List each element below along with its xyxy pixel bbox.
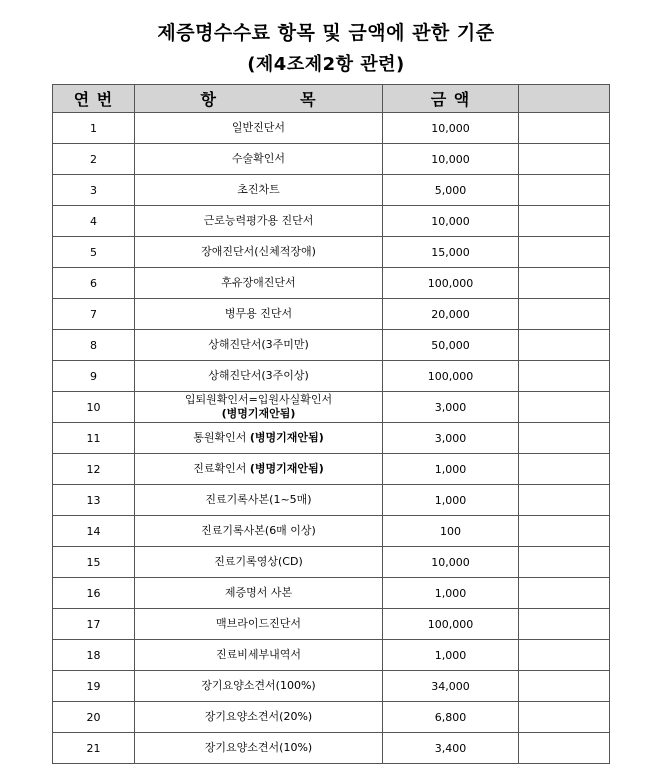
- row-serial-number: 14: [53, 516, 135, 547]
- row-amount: 3,000: [383, 392, 519, 423]
- table-row: [53, 175, 610, 206]
- row-item-name: 진료확인서: [193, 462, 247, 475]
- table-row: [53, 516, 610, 547]
- row-serial-number: 4: [53, 206, 135, 237]
- table-row: [53, 454, 610, 485]
- row-item-name: 일반진단서: [231, 121, 286, 134]
- row-amount: 10,000: [383, 113, 519, 144]
- row-amount: 100,000: [383, 609, 519, 640]
- row-amount: 1,000: [383, 454, 519, 485]
- row-item: [135, 113, 383, 144]
- header-item-char-2: 목: [300, 90, 317, 109]
- table-row: [53, 206, 610, 237]
- row-item-name: 상해진단서(3주이상): [208, 369, 309, 382]
- row-item: [135, 175, 383, 206]
- row-serial-number: 1: [53, 113, 135, 144]
- row-item-note: (병명기재안됨): [221, 407, 296, 420]
- row-serial-number: 15: [53, 547, 135, 578]
- row-blank: [519, 361, 610, 392]
- row-serial-number: 19: [53, 671, 135, 702]
- row-blank: [519, 640, 610, 671]
- row-item: [135, 330, 383, 361]
- row-item: [135, 299, 383, 330]
- row-item: [135, 144, 383, 175]
- row-item-note: (병명기재안됨): [249, 462, 324, 475]
- table-row: [53, 330, 610, 361]
- table-row: [53, 578, 610, 609]
- row-serial-number: 2: [53, 144, 135, 175]
- table-row: [53, 144, 610, 175]
- row-item-name: 진료기록사본(1~5매): [205, 493, 312, 506]
- row-item: [135, 578, 383, 609]
- row-item-name: 진료기록영상(CD): [214, 555, 303, 568]
- row-item: [135, 454, 383, 485]
- row-item: [135, 547, 383, 578]
- row-blank: [519, 299, 610, 330]
- row-serial-number: 16: [53, 578, 135, 609]
- row-amount: 5,000: [383, 175, 519, 206]
- row-item-name: 후유장애진단서: [221, 276, 296, 289]
- row-item: [135, 237, 383, 268]
- row-item-name: 입퇴원확인서=입원사실확인서: [184, 393, 333, 406]
- row-item-note: (병명기재안됨): [249, 431, 324, 444]
- row-blank: [519, 392, 610, 423]
- row-amount: 3,400: [383, 733, 519, 764]
- row-serial-number: 8: [53, 330, 135, 361]
- row-amount: 100: [383, 516, 519, 547]
- header-item-char-1: 항: [200, 90, 217, 109]
- table-row: [53, 361, 610, 392]
- row-blank: [519, 547, 610, 578]
- table-row: [53, 237, 610, 268]
- row-blank: [519, 671, 610, 702]
- table-row: [53, 268, 610, 299]
- table-row: [53, 733, 610, 764]
- row-blank: [519, 330, 610, 361]
- table-row: [53, 392, 610, 423]
- row-item-name: 상해진단서(3주미만): [208, 338, 309, 351]
- row-item: [135, 671, 383, 702]
- table-row: [53, 547, 610, 578]
- row-serial-number: 13: [53, 485, 135, 516]
- row-serial-number: 21: [53, 733, 135, 764]
- row-item-name: 장기요양소견서(20%): [204, 710, 313, 723]
- row-item: [135, 609, 383, 640]
- document-subtitle: (제4조제2항 관련): [247, 54, 405, 75]
- table-row: [53, 299, 610, 330]
- header-amount: 금 액: [383, 85, 519, 113]
- row-item-name: 통원확인서: [193, 431, 247, 444]
- row-blank: [519, 175, 610, 206]
- row-serial-number: 11: [53, 423, 135, 454]
- row-item: [135, 640, 383, 671]
- fee-table: [52, 84, 610, 764]
- row-amount: 15,000: [383, 237, 519, 268]
- row-item-name: 병무용 진단서: [224, 307, 293, 320]
- row-item-name: 근로능력평가용 진단서: [203, 214, 314, 227]
- row-serial-number: 5: [53, 237, 135, 268]
- row-amount: 34,000: [383, 671, 519, 702]
- row-amount: 10,000: [383, 206, 519, 237]
- row-blank: [519, 733, 610, 764]
- row-blank: [519, 206, 610, 237]
- row-amount: 20,000: [383, 299, 519, 330]
- row-item-name: 제증명서 사본: [224, 586, 293, 599]
- row-blank: [519, 702, 610, 733]
- row-blank: [519, 423, 610, 454]
- row-blank: [519, 113, 610, 144]
- row-blank: [519, 609, 610, 640]
- row-blank: [519, 516, 610, 547]
- row-serial-number: 6: [53, 268, 135, 299]
- row-blank: [519, 144, 610, 175]
- table-row: [53, 640, 610, 671]
- row-item-name: 진료기록사본(6매 이상): [201, 524, 316, 537]
- row-amount: 50,000: [383, 330, 519, 361]
- row-item: [135, 702, 383, 733]
- table-row: [53, 485, 610, 516]
- row-item: [135, 423, 383, 454]
- row-amount: 100,000: [383, 268, 519, 299]
- header-serial-number: 연 번: [53, 85, 135, 113]
- row-amount: 1,000: [383, 485, 519, 516]
- row-amount: 1,000: [383, 640, 519, 671]
- row-serial-number: 3: [53, 175, 135, 206]
- table-header-row: [53, 85, 610, 113]
- row-item-name: 장기요양소견서(10%): [204, 741, 313, 754]
- row-item-name: 장기요양소견서(100%): [201, 679, 316, 692]
- row-serial-number: 9: [53, 361, 135, 392]
- row-amount: 10,000: [383, 547, 519, 578]
- table-row: [53, 423, 610, 454]
- row-serial-number: 18: [53, 640, 135, 671]
- row-item: [135, 516, 383, 547]
- row-item: [135, 392, 383, 423]
- row-serial-number: 7: [53, 299, 135, 330]
- row-item: [135, 361, 383, 392]
- table-row: [53, 609, 610, 640]
- row-serial-number: 20: [53, 702, 135, 733]
- table-row: [53, 702, 610, 733]
- row-amount: 6,800: [383, 702, 519, 733]
- row-amount: 100,000: [383, 361, 519, 392]
- header-item: [135, 85, 383, 113]
- row-amount: 10,000: [383, 144, 519, 175]
- document-title: 제증명수수료 항목 및 금액에 관한 기준: [157, 22, 495, 44]
- row-blank: [519, 485, 610, 516]
- row-item-name: 진료비세부내역서: [215, 648, 301, 661]
- row-item: [135, 733, 383, 764]
- row-item-name: 초진차트: [237, 183, 280, 196]
- row-blank: [519, 237, 610, 268]
- table-row: [53, 671, 610, 702]
- header-blank: [519, 85, 610, 113]
- row-item-name: 수술확인서: [231, 152, 286, 165]
- row-serial-number: 12: [53, 454, 135, 485]
- table-row: [53, 113, 610, 144]
- row-blank: [519, 454, 610, 485]
- row-item-name: 맥브라이드진단서: [215, 617, 301, 630]
- row-serial-number: 17: [53, 609, 135, 640]
- row-blank: [519, 268, 610, 299]
- row-item: [135, 485, 383, 516]
- row-blank: [519, 578, 610, 609]
- row-item-name: 장애진단서(신체적장애): [201, 245, 316, 258]
- row-serial-number: 10: [53, 392, 135, 423]
- row-item: [135, 268, 383, 299]
- row-amount: 1,000: [383, 578, 519, 609]
- row-amount: 3,000: [383, 423, 519, 454]
- row-item: [135, 206, 383, 237]
